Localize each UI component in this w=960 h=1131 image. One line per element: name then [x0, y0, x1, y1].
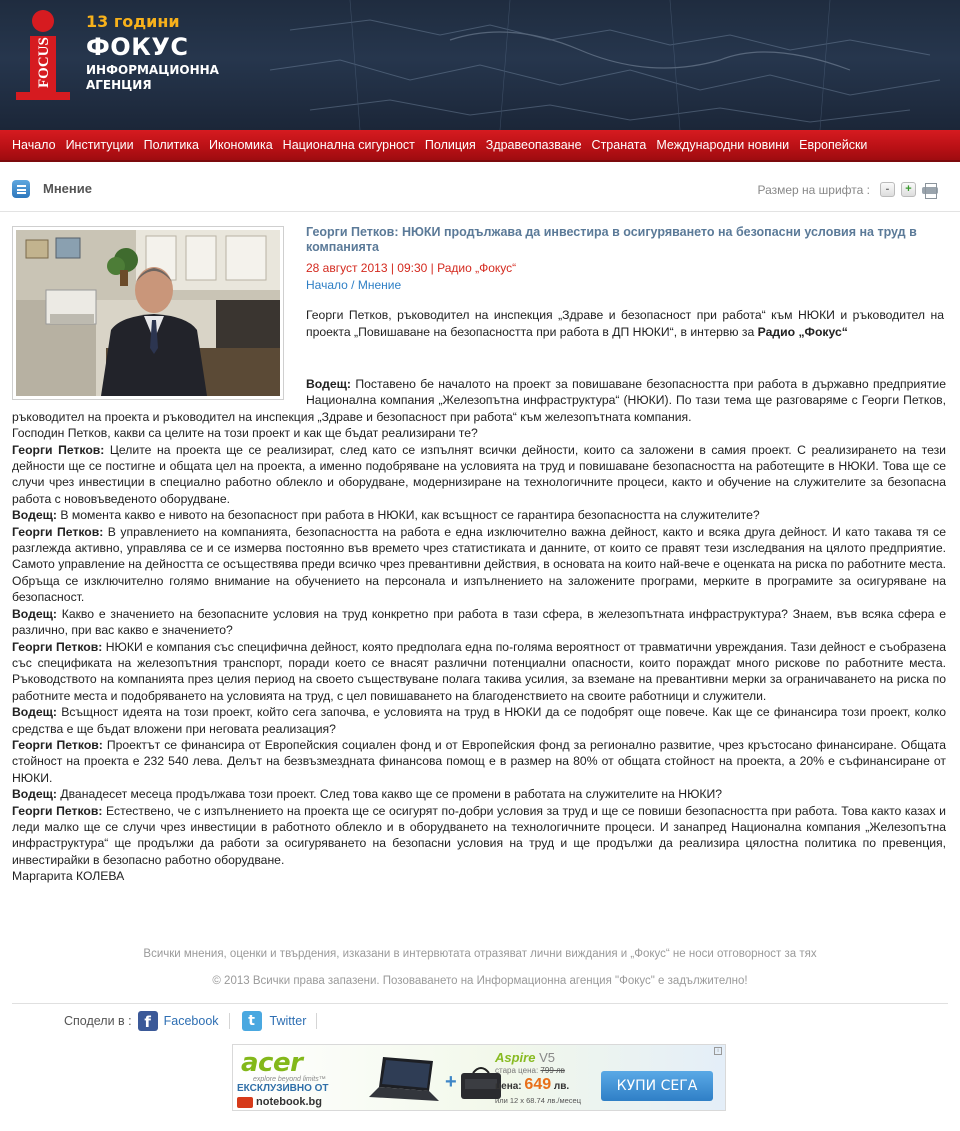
logo-wordmark[interactable] — [86, 14, 219, 93]
paragraph-text: Проектът се финансира от Европейския социален фонд и от Европейския фонд за регионално развитие, чрез кръстосано финансиране. Общата стойност на проекта е 232 540 лева. Делът на безвъзмездната финансова помощ е в размер на 80% от общата стойност на проекта, а 20% е съфинансиране от НЮКИ. — [12, 737, 946, 785]
paragraph-text: Какво е значението на безопасните условия на труд конкретно при работа в тази сфера, в железопътната инфраструктура? Знаем, във всяка сфера е различно, при вас какво е значението? — [12, 606, 946, 638]
old-price-label: стара цена: — [495, 1066, 539, 1075]
store-name: notebook.bg — [256, 1096, 322, 1108]
world-map-background — [250, 0, 960, 130]
logo-name: ФОКУС — [86, 33, 189, 61]
model-brand: Aspire — [495, 1050, 536, 1065]
paragraph — [12, 639, 946, 705]
nav-item-economy[interactable]: Икономика — [209, 138, 273, 152]
buy-now-button[interactable]: КУПИ СЕГА — [601, 1071, 713, 1101]
nav-item-politics[interactable]: Политика — [143, 138, 199, 152]
font-size-label: Размер на шрифта : — [757, 182, 870, 197]
site-header — [0, 0, 960, 130]
increase-font-button[interactable]: + — [901, 182, 916, 197]
main-navigation — [0, 130, 960, 162]
breadcrumb-separator: / — [347, 278, 358, 292]
model-version: V5 — [539, 1050, 555, 1065]
breadcrumb-home-link[interactable]: Начало — [306, 278, 348, 292]
paragraph-text: Дванадесет месеца продължава този проект. След това какво ще се промени в работата на служителите на НЮКИ? — [56, 787, 723, 802]
speaker: Георги Петков: — [12, 524, 104, 539]
model-name — [495, 1050, 555, 1065]
article-meta: 28 август 2013 | 09:30 | Радио „Фокус“ — [306, 261, 517, 275]
article-body — [12, 376, 946, 885]
currency: лв. — [553, 1081, 570, 1092]
speaker: Водещ: — [12, 508, 57, 523]
paragraph — [12, 442, 946, 508]
paragraph-text: В управлението на компанията, безопасността на работа е една изключително важна дейност, както и всяка друга дейност. И като такава тя се разглежда активно, управлява се и се измерва постоянно във времето чрез статистиката и данните, от които се правят тези изследвания на цялото предприятие. Самото управление на дейността се осъществява преди всичко чрез превантивни действия, в основата на които най-вече е оценката на риска по работните места. Обръща се изключително голямо внимание на обучението на персонала и изпълнението на заложените програми, мерките в програмите за осигуряване на безопасност. — [12, 524, 946, 605]
nav-item-european[interactable]: Европейски — [799, 138, 868, 152]
paragraph-text: Целите на проекта ще се реализират, след като се изпълнят всички дейности, които са заложени в самия проект. С реализирането на тези дейности ще се постигне и общата цел на проекта, а именно подобряване на условията на труд и повишаване безопасността на работещите в НЮКИ. Това ще се случи чрез инвестиции в специално работно облекло и оборудване, модернизиране на технологичните процеси, както и обучение на служителите за безопасна работа с нововъведеното оборудване. — [12, 442, 946, 506]
new-price-value: 649 — [524, 1076, 552, 1093]
paragraph — [12, 737, 946, 786]
opinion-section-icon — [12, 180, 30, 198]
article-intro — [306, 307, 944, 340]
paragraph — [12, 606, 946, 639]
article-title: Георги Петков: НЮКИ продължава да инвестира в осигуряването на безопасни условия на труд в компанията — [306, 225, 917, 254]
paragraph-text: Естествено, че с изпълнението на проекта ще се осигурят по-добри условия за труд и ще се повиши безопасността при работа. Това както казах и леди малко ще се случи чрез инвестиции в работното облекло и в оборудването на технологичните процеси. И занапред Национална компания „Железопътна инфраструктура“ ще продължи да работи за осигуряването на безопасни условия на труд и ще продължи да реализира цялостна политика по превенция, инвестирайки в безопасно работно оборудване. — [12, 803, 946, 867]
speaker: Водещ: — [12, 787, 57, 802]
old-price-value: 799 лв — [540, 1066, 565, 1075]
laptop-icon — [369, 1055, 441, 1105]
breadcrumb — [306, 278, 946, 292]
speaker: Георги Петков: — [12, 639, 103, 654]
disclaimer: Всички мнения, оценки и твърдения, изказани в интервютата отразяват лични виждания и „Фокус“ не носи отговорност за тях — [143, 948, 817, 960]
logo-subtitle — [86, 63, 219, 93]
nav-item-police[interactable]: Полиция — [424, 138, 476, 152]
paragraph-text: Господин Петков, какви са целите на този проект и как ще бъдат реализирани те? — [12, 426, 478, 441]
new-price — [495, 1076, 569, 1094]
speaker: Георги Петков: — [12, 803, 103, 818]
share-twitter-link[interactable]: Twitter — [269, 1014, 307, 1028]
interviewee-portrait — [16, 230, 280, 396]
paragraph-text: НЮКИ е компания със специфична дейност, която предполага една по-голяма вероятност от травматични увреждания. Тази дейност е съобразена със спецификата на железопътния транспорт, поради което се внасят различни потенциални опасности, които пораждат много рискове по работните места. Ръководството на компанията през целия период на своето съществуване полага такива усилия, за вземане на превантивни мерки за ограничаването на риска по работните места и подобряването на условията на труд, с цел повишаването на благоденствието на своите работници и служители. — [12, 639, 946, 703]
focus-logo-icon[interactable] — [10, 8, 76, 104]
speaker: Водещ: — [12, 705, 57, 720]
share-bar — [64, 1011, 329, 1031]
font-size-controls — [757, 182, 938, 197]
twitter-icon[interactable]: t — [242, 1011, 262, 1031]
share-separator — [316, 1013, 317, 1029]
intro-text: Георги Петков, ръководител на инспекция „Здраве и безопасност при работа“ към НЮКИ и ръководител на проекта „Повишаване на безопасността при работа в ДП НЮКИ“, в интервю за — [306, 308, 944, 339]
nav-item-healthcare[interactable]: Здравеопазване — [485, 138, 582, 152]
speaker: Водещ: — [12, 606, 57, 621]
paragraph — [12, 524, 946, 606]
logo-years: 13 години — [86, 12, 180, 31]
advertisement-banner[interactable] — [232, 1044, 726, 1111]
acer-logo: acer — [241, 1048, 303, 1078]
paragraph — [12, 704, 946, 737]
speaker: Георги Петков: — [12, 442, 105, 457]
author — [12, 868, 946, 884]
print-icon[interactable] — [922, 183, 938, 197]
article-header — [306, 225, 946, 292]
acer-slogan: explore beyond limits™ — [253, 1076, 326, 1083]
paragraph-text: Поставено бе началото на проект за повишаване безопасността при работа в държавно предприятие Национална компания „Железопътна инфраструктура“ (НЮКИ). По тази тема ще разговаряме с Георги Петков, ръководител на проекта и ръководител на инспекция „Здраве и безопасност при работа“ към железопътната компания. — [12, 377, 946, 424]
old-price — [495, 1066, 565, 1075]
share-facebook-link[interactable]: Facebook — [163, 1014, 219, 1028]
logo-vertical-text: FOCUS — [36, 37, 52, 88]
paragraph — [12, 425, 946, 441]
speaker: Георги Петков: — [12, 737, 103, 752]
ad-info-icon[interactable]: i — [714, 1047, 722, 1055]
nav-item-national-security[interactable]: Национална сигурност — [282, 138, 415, 152]
logo-subtitle-line-1: ИНФОРМАЦИОННА — [86, 63, 219, 77]
nav-item-institutions[interactable]: Институции — [65, 138, 134, 152]
breadcrumb-section-link[interactable]: Мнение — [357, 278, 402, 292]
paragraph — [12, 803, 946, 869]
author-name: Маргарита КОЛЕВА — [12, 869, 125, 884]
article-photo — [12, 226, 284, 400]
share-label: Сподели в : — [64, 1014, 132, 1028]
facebook-icon[interactable]: f — [138, 1011, 158, 1031]
copyright: © 2013 Всички права запазени. Позоваването на Информационна агенция "Фокус" е задължително! — [212, 975, 748, 987]
speaker: Водещ: — [306, 377, 351, 391]
notebook-bg-logo — [237, 1096, 322, 1108]
exclusive-label: ЕКСКЛУЗИВНО ОТ — [237, 1083, 329, 1094]
nav-item-country[interactable]: Страната — [591, 138, 647, 152]
paragraph-text: Всъщност идеята на този проект, който сега започва, е условията на труд в НЮКИ да се подобрят още повече. Как ще се финансира този проект, колко средства е ще бъдат вложени при неговата реализация? — [12, 705, 946, 736]
plus-icon: + — [445, 1071, 457, 1093]
paragraph — [12, 507, 946, 523]
new-price-label: цена: — [495, 1081, 522, 1092]
paragraph-text: В момента какво е нивото на безопасност при работа в НЮКИ, как всъщност се гарантира безопасността на служителите? — [56, 508, 760, 523]
section-title: Мнение — [43, 181, 92, 196]
intro-source: Радио „Фокус“ — [757, 324, 848, 339]
installment-text: или 12 х 68.74 лв./месец — [495, 1096, 582, 1105]
divider — [12, 1003, 948, 1004]
nav-item-international-news[interactable]: Международни новини — [656, 138, 790, 152]
notebook-logo-icon — [237, 1097, 253, 1108]
nav-item-home[interactable]: Начало — [12, 138, 56, 152]
logo-subtitle-line-2: АГЕНЦИЯ — [86, 78, 152, 92]
share-separator — [229, 1013, 230, 1029]
decrease-font-button[interactable]: - — [880, 182, 895, 197]
paragraph — [12, 786, 946, 802]
section-header — [0, 164, 960, 212]
